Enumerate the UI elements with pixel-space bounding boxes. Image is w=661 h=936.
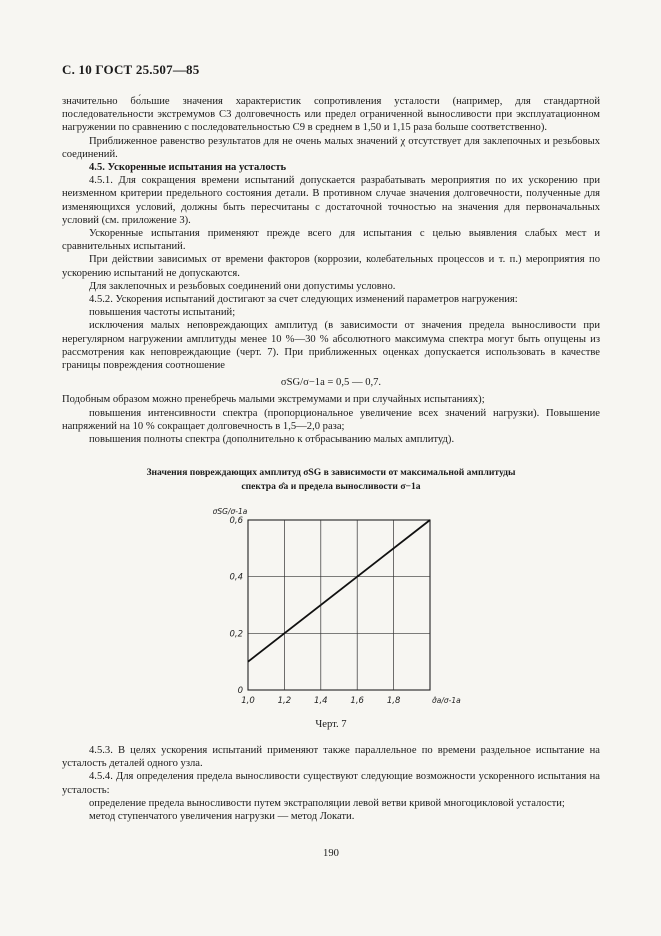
chart-svg: [190, 500, 480, 710]
chart: [190, 500, 480, 710]
page-header: С. 10 ГОСТ 25.507—85: [62, 62, 200, 77]
chart-title: [62, 466, 600, 494]
text-block-2: [62, 744, 600, 823]
paragraph: 4.5.1. Для сокращения времени испытаний допускается разрабатывать мероприятия по их ускорению при неизменном критерии предельного состояния детали. В противном случае значения долговечности, полученные для изменяющихся условий, должны быть пересчитаны с достаточной точностью на значения для первоначальных условий (см. приложение 3).: [62, 175, 600, 226]
paragraph: Ускоренные испытания применяют прежде всего для испытания с целью выявления слабых мест и сравнительных испытаний.: [62, 228, 600, 253]
page-number: 190: [323, 848, 339, 859]
y-tick-label: 0: [237, 686, 243, 696]
paragraph: определение предела выносливости путем экстраполяции левой ветви кривой многоцикловой усталости;: [89, 797, 565, 809]
x-tick-label: 1,6: [350, 696, 364, 706]
y-tick-label: 0,6: [229, 516, 243, 526]
x-tick-label: 1,2: [277, 696, 292, 706]
x-tick-label: 1,8: [386, 696, 401, 706]
paragraph: 4.5.3. В целях ускорения испытаний применяют также параллельное по времени раздельное испытание на усталость деталей одного узла.: [62, 745, 600, 770]
text-block-1: [62, 95, 600, 446]
paragraph: Для заклепочных и резьбовых соединений они допустимы условно.: [89, 280, 396, 292]
section-heading: 4.5. Ускоренные испытания на усталость: [89, 162, 287, 174]
paragraph: повышения частоты испытаний;: [89, 307, 236, 319]
paragraph: При действии зависимых от времени факторов (коррозии, колебательных процессов и т. п.) мероприятия по ускорению испытаний не допускаются.: [62, 254, 600, 279]
paragraph: исключения малых неповреждающих амплитуд (в зависимости от значения предела выносливости при нерегулярном нагружении амплитуды менее 10 %—30 % абсолютного максимума спектра могут быть опущены из рассмотрения как неповреждающие (черт. 7). При приближенных оценках допускается использовать в качестве границы повреждения соотношение: [62, 320, 600, 372]
paragraph: метод ступенчатого увеличения нагрузки — метод Локати.: [89, 811, 355, 823]
x-tick-label: 1,4: [314, 696, 328, 706]
series-line: [248, 520, 430, 662]
chart-title-line: спектра σ̂a и предела выносливости σ−1a: [241, 481, 421, 492]
paragraph: 4.5.2. Ускорения испытаний достигают за счет следующих изменений параметров нагружения:: [89, 294, 518, 306]
plot-frame: [248, 520, 430, 690]
paragraph: повышения полноты спектра (дополнительно к отбрасыванию малых амплитуд).: [89, 434, 455, 446]
x-axis-label: σ̂a/σ-1a: [432, 696, 461, 705]
formula: σSG/σ−1a = 0,5 — 0,7.: [280, 377, 382, 389]
y-tick-label: 0,2: [229, 629, 243, 640]
paragraph: Подобным образом можно пренебречь малыми экстремумами и при случайных испытаниях);: [62, 394, 485, 406]
paragraph: 4.5.4. Для определения предела выносливости существуют следующие возможности ускоренного испытания на усталость:: [62, 771, 600, 796]
paragraph: повышения интенсивности спектра (пропорциональное увеличение всех значений нагрузки). Повышение напряжений на 10 % сокращает долговечность в 1,5—2,0 раза;: [62, 407, 600, 432]
y-tick-label: 0,4: [229, 572, 243, 583]
x-tick-label: 1,0: [241, 696, 255, 706]
paragraph: значительно бо́льшие значения характеристик сопротивления усталости (например, для стандартной последовательности экстремумов С3 долговечность или предел ограниченной выносливости при эксплуатационном нагружении по сравнению с последовательностью С9 в среднем в 1,50 и 1,15 раза больше соответственно).: [62, 96, 600, 134]
paragraph: Приближенное равенство результатов для не очень малых значений χ отсутствует для заклепочных и резьбовых соединений.: [62, 135, 600, 160]
figure-caption: Черт. 7: [315, 719, 347, 730]
chart-title-line: Значения повреждающих амплитуд σSG в зависимости от максимальной амплитуды: [146, 467, 516, 478]
y-axis-label: σSG/σ-1a: [212, 507, 248, 516]
